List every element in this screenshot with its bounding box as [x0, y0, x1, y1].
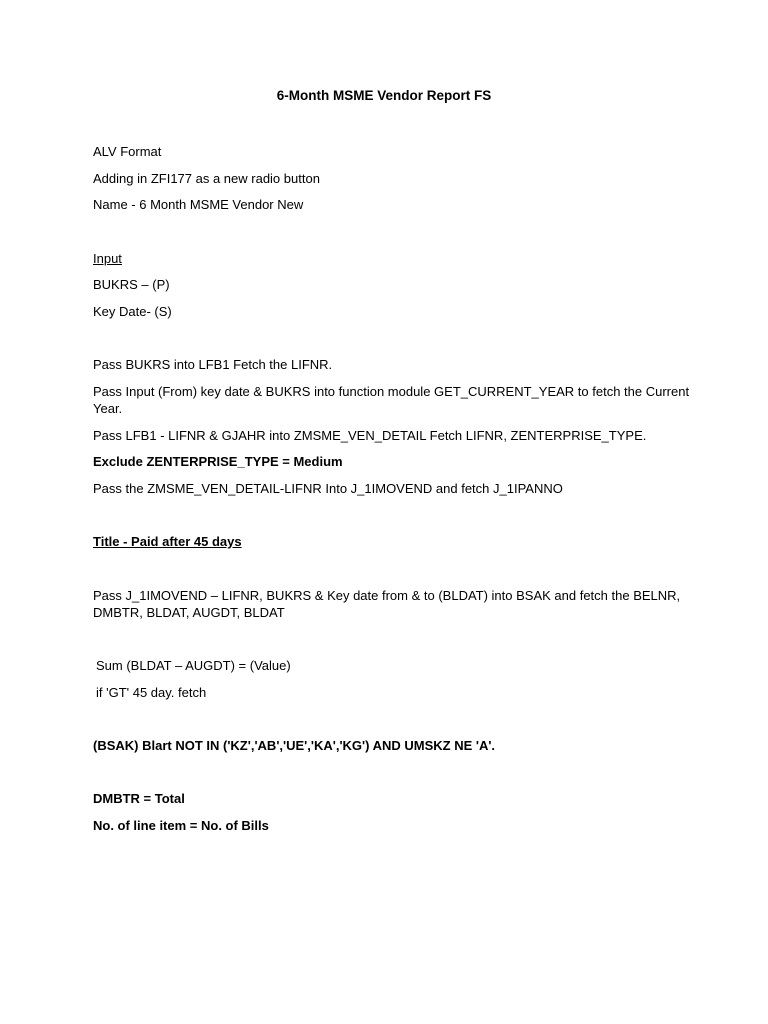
- input-heading: Input: [93, 251, 122, 266]
- section-title-paid-after-45-days: Title - Paid after 45 days: [93, 534, 242, 549]
- logic-step-current-year-line1: Pass Input (From) key date & BUKRS into function module GET_CURRENT_YEAR to fetch the Current: [93, 384, 690, 399]
- input-field-bukrs: BUKRS – (P): [93, 277, 170, 292]
- intro-line-radio-button: Adding in ZFI177 as a new radio button: [93, 171, 320, 186]
- intro-line-alv-format: ALV Format: [93, 144, 162, 159]
- paid-total-rule: DMBTR = Total: [93, 791, 185, 806]
- paid-step-bsak-line1: Pass J_1IMOVEND – LIFNR, BUKRS & Key date from & to (BLDAT) into BSAK and fetch the BELNR,: [93, 588, 681, 603]
- logic-step-current-year-line2: Year.: [93, 401, 123, 416]
- intro-line-name: Name - 6 Month MSME Vendor New: [93, 197, 304, 212]
- paid-bills-rule: No. of line item = No. of Bills: [93, 818, 269, 833]
- paid-step-bsak-line2: DMBTR, BLDAT, AUGDT, BLDAT: [93, 605, 285, 620]
- logic-step-exclude-medium: Exclude ZENTERPRISE_TYPE = Medium: [93, 454, 343, 469]
- paid-filter-rule: (BSAK) Blart NOT IN ('KZ','AB','UE','KA','KG') AND UMSKZ NE 'A'.: [93, 738, 496, 753]
- paid-sum-formula: Sum (BLDAT – AUGDT) = (Value): [96, 658, 291, 673]
- paid-condition: if 'GT' 45 day. fetch: [96, 685, 207, 700]
- document-title: 6-Month MSME Vendor Report FS: [276, 88, 492, 103]
- logic-step-imovend: Pass the ZMSME_VEN_DETAIL-LIFNR Into J_1IMOVEND and fetch J_1IPANNO: [93, 481, 563, 496]
- logic-step-lfb1: Pass BUKRS into LFB1 Fetch the LIFNR.: [93, 357, 333, 372]
- input-field-key-date: Key Date- (S): [93, 304, 172, 319]
- logic-step-ven-detail: Pass LFB1 - LIFNR & GJAHR into ZMSME_VEN_DETAIL Fetch LIFNR, ZENTERPRISE_TYPE.: [93, 428, 647, 443]
